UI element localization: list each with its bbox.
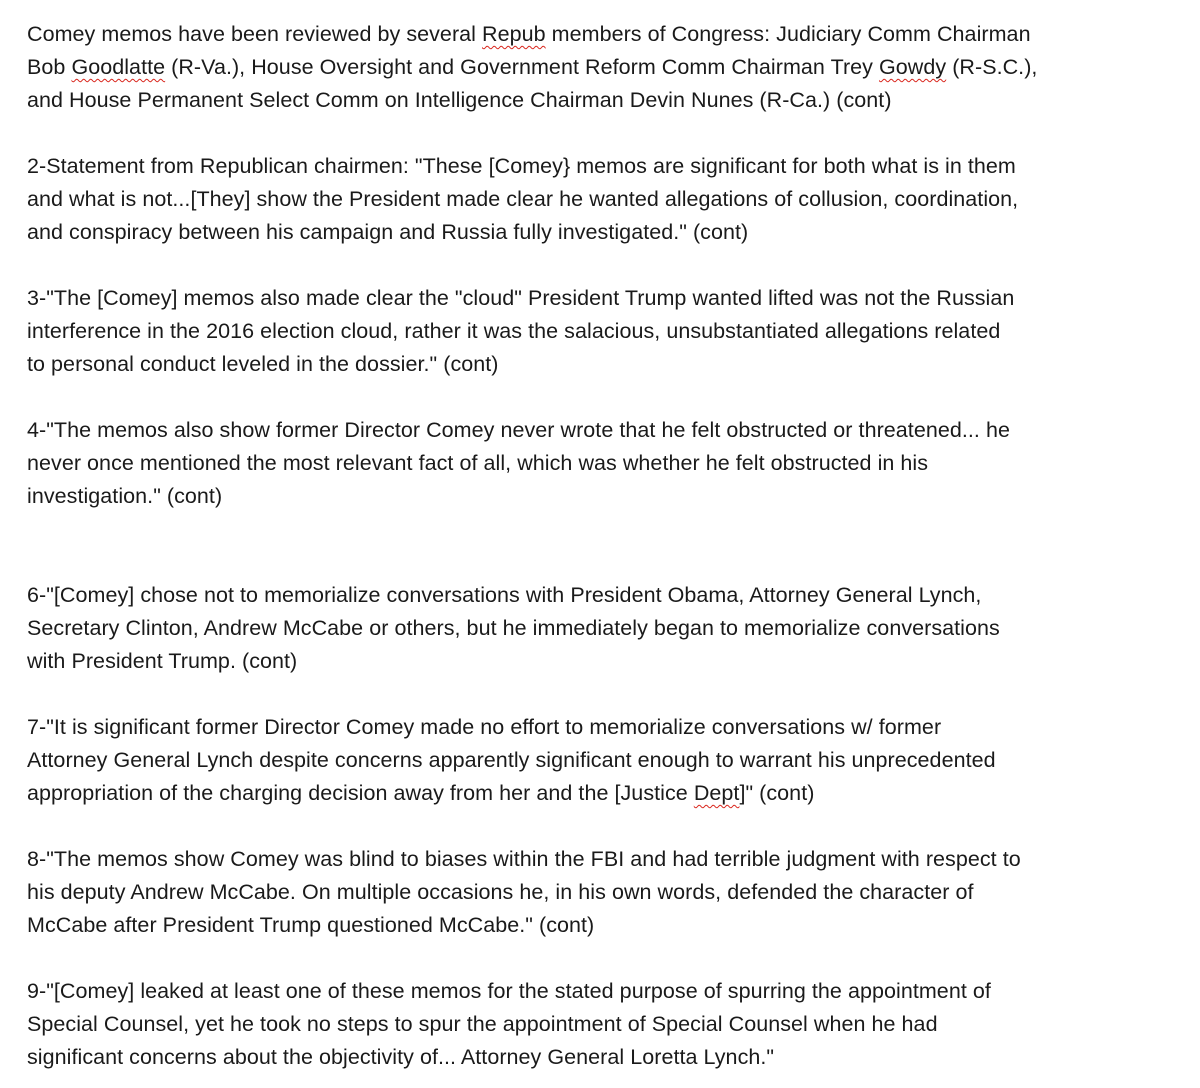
text-line bbox=[27, 1008, 1192, 1041]
text-run: ]" (cont) bbox=[739, 781, 815, 805]
misspelled-word[interactable]: Repub bbox=[482, 22, 546, 46]
text-line bbox=[27, 579, 1192, 612]
paragraph-spacer bbox=[27, 678, 1192, 711]
text-run: and what is not...[They] show the President made clear he wanted allegations of collusion, coordination, bbox=[27, 187, 1019, 211]
text-run: significant concerns about the objectivity of... Attorney General Loretta Lynch." bbox=[27, 1045, 775, 1069]
text-line bbox=[27, 843, 1192, 876]
misspelled-word[interactable]: Gowdy bbox=[879, 55, 947, 79]
text-run: his deputy Andrew McCabe. On multiple occasions he, in his own words, defended the character of bbox=[27, 880, 974, 904]
text-run: 9-"[Comey] leaked at least one of these memos for the stated purpose of spurring the appointment of bbox=[27, 979, 991, 1003]
paragraph bbox=[27, 150, 1192, 249]
text-line bbox=[27, 777, 1192, 810]
text-run: McCabe after President Trump questioned McCabe." (cont) bbox=[27, 913, 595, 937]
text-run: 8-"The memos show Comey was blind to biases within the FBI and had terrible judgment with respect to bbox=[27, 847, 1021, 871]
text-run: 2-Statement from Republican chairmen: "These [Comey} memos are significant for both what is in them bbox=[27, 154, 1016, 178]
text-line bbox=[27, 1041, 1192, 1074]
misspelled-word[interactable]: Dept bbox=[693, 781, 740, 805]
paragraph-spacer bbox=[27, 249, 1192, 282]
text-run: 7-"It is significant former Director Comey made no effort to memorialize conversations w/ former bbox=[27, 715, 942, 739]
text-run: Comey memos have been reviewed by several bbox=[27, 22, 483, 46]
text-run: Special Counsel, yet he took no steps to spur the appointment of Special Counsel when he had bbox=[27, 1012, 938, 1036]
text-run: and House Permanent Select Comm on Intelligence Chairman Devin Nunes (R-Ca.) (cont) bbox=[27, 88, 892, 112]
text-run: Bob bbox=[27, 55, 72, 79]
paragraph bbox=[27, 18, 1192, 117]
paragraph-spacer bbox=[27, 513, 1192, 579]
text-run: 4-"The memos also show former Director Comey never wrote that he felt obstructed or threatened... he bbox=[27, 418, 1010, 442]
paragraph bbox=[27, 282, 1192, 381]
paragraph-spacer bbox=[27, 381, 1192, 414]
text-line bbox=[27, 216, 1192, 249]
text-run: investigation." (cont) bbox=[27, 484, 223, 508]
text-run: (R-Va.), House Oversight and Government Reform Comm Chairman Trey bbox=[165, 55, 879, 79]
text-line bbox=[27, 84, 1192, 117]
text-line bbox=[27, 414, 1192, 447]
misspelled-word[interactable]: Goodlatte bbox=[71, 55, 166, 79]
text-line bbox=[27, 150, 1192, 183]
text-line bbox=[27, 612, 1192, 645]
text-run: appropriation of the charging decision away from her and the [Justice bbox=[27, 781, 694, 805]
paragraph-spacer bbox=[27, 942, 1192, 975]
paragraph-spacer bbox=[27, 117, 1192, 150]
text-line bbox=[27, 711, 1192, 744]
text-line bbox=[27, 51, 1192, 84]
text-run: Secretary Clinton, Andrew McCabe or others, but he immediately began to memorialize conversations bbox=[27, 616, 1000, 640]
paragraph bbox=[27, 843, 1192, 942]
paragraph bbox=[27, 711, 1192, 810]
text-run: to personal conduct leveled in the dossier." (cont) bbox=[27, 352, 499, 376]
text-line bbox=[27, 183, 1192, 216]
text-line bbox=[27, 645, 1192, 678]
paragraph bbox=[27, 975, 1192, 1074]
paragraph-spacer bbox=[27, 810, 1192, 843]
text-run: and conspiracy between his campaign and Russia fully investigated." (cont) bbox=[27, 220, 749, 244]
text-line bbox=[27, 282, 1192, 315]
text-run: never once mentioned the most relevant fact of all, which was whether he felt obstructed in his bbox=[27, 451, 929, 475]
text-line bbox=[27, 480, 1192, 513]
text-run: 6-"[Comey] chose not to memorialize conversations with President Obama, Attorney General Lynch, bbox=[27, 583, 982, 607]
text-line bbox=[27, 315, 1192, 348]
text-line bbox=[27, 975, 1192, 1008]
text-run: 3-"The [Comey] memos also made clear the "cloud" President Trump wanted lifted was not the Russian bbox=[27, 286, 1015, 310]
text-line bbox=[27, 744, 1192, 777]
text-run: with President Trump. (cont) bbox=[27, 649, 298, 673]
text-run: members of Congress: Judiciary Comm Chairman bbox=[545, 22, 1031, 46]
text-line bbox=[27, 18, 1192, 51]
text-line bbox=[27, 348, 1192, 381]
text-line bbox=[27, 447, 1192, 480]
text-line bbox=[27, 909, 1192, 942]
text-run: (R-S.C.), bbox=[946, 55, 1038, 79]
text-line bbox=[27, 876, 1192, 909]
text-run: interference in the 2016 election cloud, rather it was the salacious, unsubstantiated allegations related bbox=[27, 319, 1001, 343]
text-run: Attorney General Lynch despite concerns apparently significant enough to warrant his unprecedented bbox=[27, 748, 996, 772]
document-body bbox=[27, 18, 1192, 1074]
paragraph bbox=[27, 579, 1192, 678]
paragraph bbox=[27, 414, 1192, 513]
